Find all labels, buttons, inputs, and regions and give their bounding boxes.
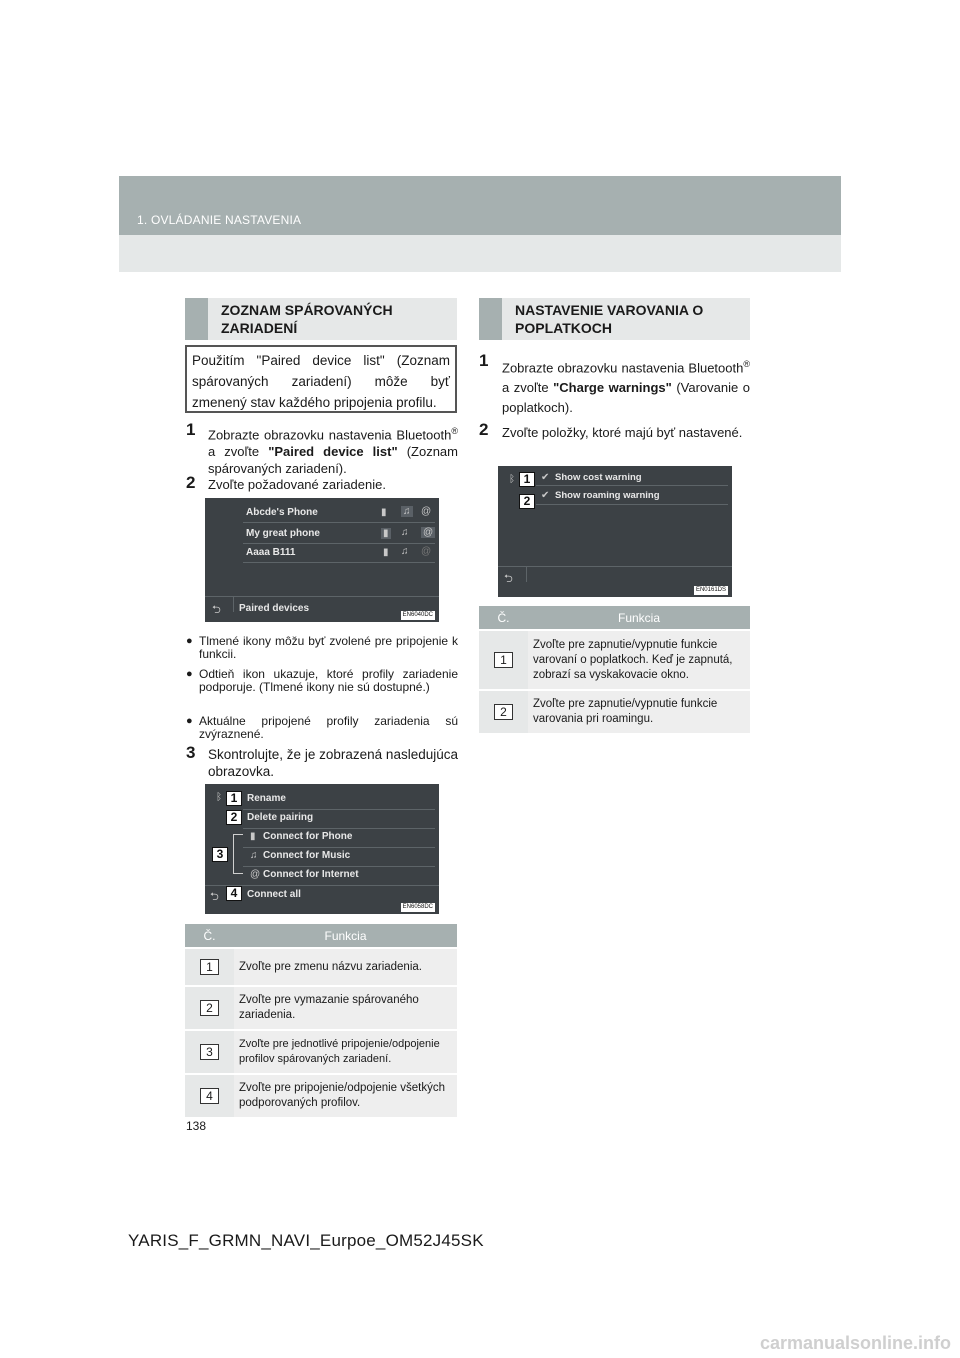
callout-tag: 3: [212, 847, 228, 862]
check-icon: ✔: [541, 472, 550, 483]
phone-icon: ▮: [383, 547, 389, 558]
phone-icon: ▮: [250, 831, 256, 842]
paired-devices-screenshot: [205, 498, 439, 622]
section-title-text: NASTAVENIE VAROVANIA O POPLATKOCH: [515, 302, 704, 336]
device-name: Aaaa B111: [246, 547, 296, 558]
section-title-paired-devices: [185, 298, 457, 340]
callout-tag: 1: [519, 472, 535, 487]
section-title-text: ZOZNAM SPÁROVANÝCH ZARIADENÍ: [221, 302, 393, 336]
step-1-left: 1 Zobrazte obrazovku nastavenia Bluetooth® a zvoľte "Paired device list" (Zoznam spárovaných zariadení).: [186, 420, 458, 477]
menu-item: Connect for Music: [263, 850, 351, 861]
table-row: [185, 948, 457, 986]
internet-icon: @: [421, 506, 432, 517]
callout-tag: 4: [226, 886, 242, 901]
callout-tag: 2: [226, 810, 242, 825]
image-code: EN0161DS: [695, 587, 726, 593]
function-table-left: [185, 924, 457, 1117]
table-header-function: Funkcia: [234, 924, 457, 948]
music-icon: ♫: [403, 506, 411, 517]
music-icon: ♫: [250, 850, 258, 861]
chapter-header: [119, 176, 841, 272]
table-row: [479, 630, 750, 690]
screen-footer-title: Paired devices: [239, 603, 310, 614]
internet-icon: @: [421, 546, 432, 557]
bullet-item: ● Odtieň ikon ukazuje, ktoré profily zariadenie podporuje. (Tlmené ikony nie sú dostupné.): [186, 667, 458, 694]
image-code: EN6040DC: [402, 612, 433, 618]
internet-icon: @: [423, 527, 434, 538]
back-arrow-icon: ⮌: [212, 604, 221, 616]
device-name: My great phone: [246, 528, 320, 539]
check-icon: ✔: [541, 490, 550, 501]
menu-item: Rename: [247, 793, 286, 804]
music-icon: ♫: [401, 546, 409, 557]
back-arrow-icon: ⮌: [504, 573, 513, 585]
bluetooth-icon: ᛒ: [509, 474, 515, 485]
charge-warnings-screenshot: [498, 466, 732, 597]
menu-item: Connect for Internet: [263, 869, 359, 880]
chapter-header-bar: [119, 176, 841, 235]
table-header-function: Funkcia: [528, 606, 750, 630]
watermark: carmanualsonline.info: [760, 1333, 952, 1353]
row-number: 1: [494, 652, 513, 668]
section-title-charge-warnings: [479, 298, 750, 340]
callout-tag: 1: [226, 791, 242, 806]
row-number: 4: [200, 1088, 219, 1104]
row-text: Zvoľte pre jednotlivé pripojenie/odpojenie profilov spárovaných zariadení.: [234, 1030, 457, 1074]
image-code: EN6058DC: [402, 904, 433, 910]
row-number: 2: [200, 1000, 219, 1016]
setting-item: Show cost warning: [555, 472, 642, 483]
step-2-left: 2 Zvoľte požadované zariadenie.: [186, 473, 386, 492]
setting-item: Show roaming warning: [555, 490, 660, 501]
row-text: Zvoľte pre pripojenie/odpojenie všetkých podporovaných profilov.: [234, 1074, 457, 1117]
menu-item: Connect all: [247, 889, 301, 900]
back-arrow-icon: ⮌: [210, 891, 219, 903]
step-1-right: 1 Zobrazte obrazovku nastavenia Bluetooth® a zvoľte "Charge warnings" (Varovanie o poplatkoch).: [479, 351, 750, 416]
row-text: Zvoľte pre zapnutie/vypnutie funkcie varovania pri roamingu.: [528, 690, 750, 733]
device-options-screenshot: [205, 784, 439, 914]
table-row: [479, 690, 750, 733]
chapter-title: 1. OVLÁDANIE NASTAVENIA: [137, 213, 302, 227]
row-number: 3: [200, 1044, 219, 1060]
page-number: 138: [186, 1119, 207, 1133]
table-row: [185, 1074, 457, 1117]
device-name: Abcde's Phone: [246, 507, 318, 518]
callout-tag: 2: [519, 494, 535, 509]
function-table-right: [479, 606, 750, 733]
intro-box: Použitím "Paired device list" (Zoznam spárovaných zariadení) môže byť zmenený stav každého pripojenia profilu.: [185, 345, 457, 413]
row-number: 2: [494, 704, 513, 720]
row-text: Zvoľte pre zapnutie/vypnutie funkcie varovaní o poplatkoch. Keď je zapnutá, zobrazí sa vyskakovacie okno.: [528, 630, 750, 690]
table-row: [185, 1030, 457, 1074]
step-3-left: 3 Skontrolujte, že je zobrazená nasledujúca obrazovka.: [186, 743, 458, 779]
music-icon: ♫: [401, 527, 409, 538]
bluetooth-icon: ᛒ: [216, 792, 222, 803]
table-row: [185, 986, 457, 1030]
bullet-item: ● Aktuálne pripojené profily zariadenia sú zvýraznené.: [186, 714, 458, 741]
bullet-item: ● Tlmené ikony môžu byť zvolené pre pripojenie k funkcii.: [186, 634, 458, 661]
document-code: YARIS_F_GRMN_NAVI_Eurpoe_OM52J45SK: [128, 1231, 484, 1250]
group-bracket: [233, 834, 243, 874]
internet-icon: @: [250, 869, 261, 880]
phone-icon: ▮: [383, 528, 389, 539]
menu-item: Connect for Phone: [263, 831, 353, 842]
row-text: Zvoľte pre zmenu názvu zariadenia.: [234, 948, 457, 986]
row-text: Zvoľte pre vymazanie spárovaného zariadenia.: [234, 986, 457, 1030]
row-number: 1: [200, 959, 219, 975]
table-header-no: Č.: [185, 924, 234, 948]
phone-icon: ▮: [381, 507, 387, 518]
menu-item: Delete pairing: [247, 812, 314, 823]
table-header-no: Č.: [479, 606, 528, 630]
step-2-right: 2 Zvoľte položky, ktoré majú byť nastavené.: [479, 420, 743, 440]
